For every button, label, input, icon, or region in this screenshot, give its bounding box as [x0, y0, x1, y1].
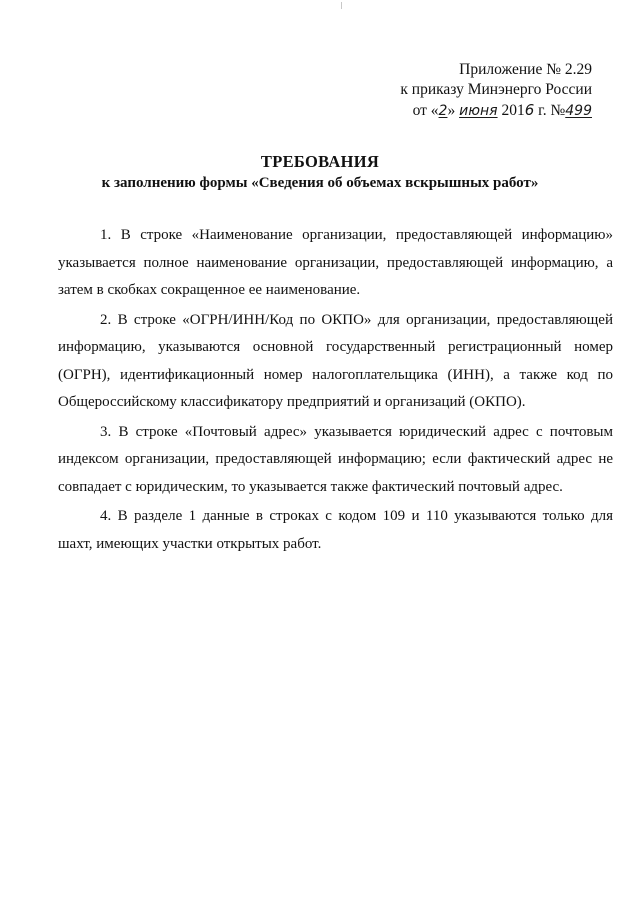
date-mid: » — [447, 102, 456, 119]
order-reference: к приказу Минэнерго России — [400, 81, 592, 98]
date-prefix: от « — [412, 102, 439, 119]
order-date-line — [400, 100, 592, 121]
paragraph-3: 3. В строке «Почтовый адрес» указывается юридический адрес с почтовым индексом организации, предоставляющей информацию; если фактический адрес не совпадает с юридическим, то указывается также фактический почтовый адрес. — [58, 423, 613, 495]
date-year-prefix: 201 — [501, 102, 525, 119]
appendix-number: Приложение № 2.29 — [459, 61, 592, 78]
paragraph-1: 1. В строке «Наименование организации, предоставляющей информацию» указывается полное наименование организации, предоставляющей информацию, а затем в скобках сокращенное ее наименование. — [58, 227, 613, 298]
title-block — [0, 152, 640, 193]
handwritten-day: 2 — [438, 103, 448, 119]
paragraph-4: 4. В разделе 1 данные в строках с кодом 109 и 110 указываются только для шахт, имеющих участки открытых работ. — [58, 508, 613, 552]
scan-artifact-mark — [341, 2, 342, 9]
handwritten-month: июня — [459, 103, 498, 119]
paragraph-2: 2. В строке «ОГРН/ИНН/Код по ОКПО» для организации, предоставляющей информацию, указываются основной государственный регистрационный номер (ОГРН), идентификационный номер налогоплательщика (ИНН), а также код по Общероссийскому классификатору предприятий и организаций (ОКПО). — [58, 311, 613, 410]
handwritten-order-number: 499 — [565, 103, 592, 119]
appendix-header — [400, 60, 592, 121]
document-title: ТРЕБОВАНИЯ — [260, 152, 380, 171]
document-subtitle: к заполнению формы «Сведения об объемах вскрышных работ» — [101, 175, 539, 191]
handwritten-year-digit: 6 — [524, 101, 535, 119]
date-suffix: г. № — [534, 102, 566, 119]
requirements-body — [58, 222, 613, 560]
